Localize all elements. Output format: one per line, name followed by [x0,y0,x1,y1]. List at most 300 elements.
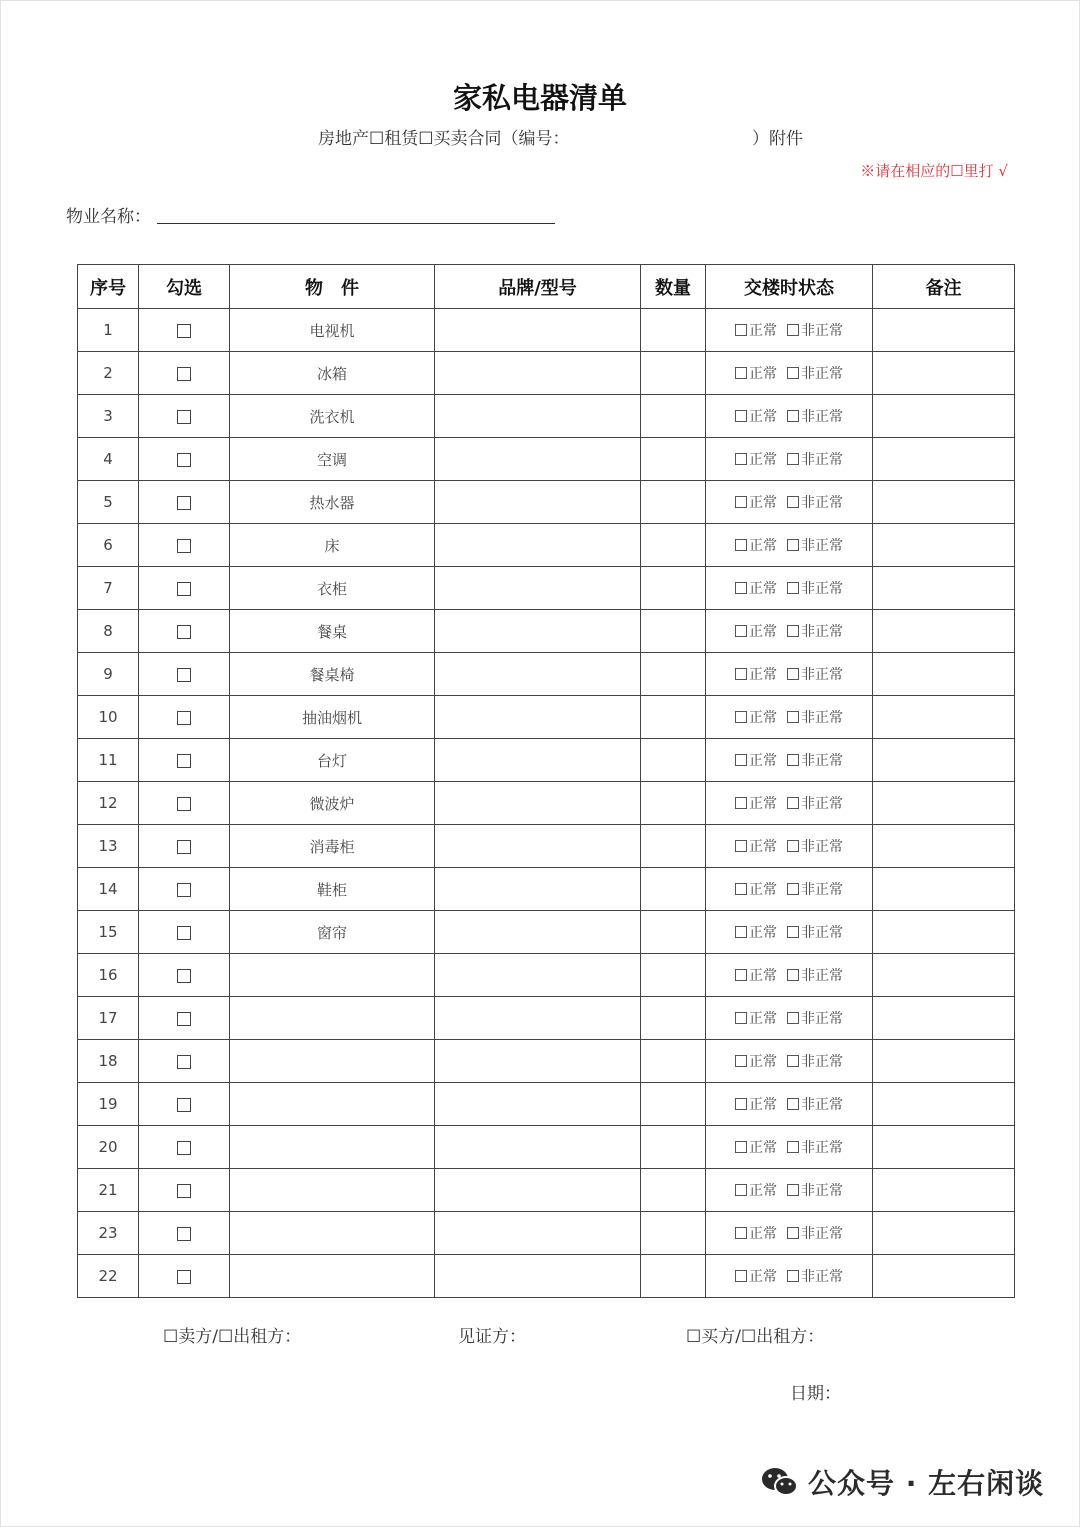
status-cell [706,1169,873,1212]
status-normal-checkbox[interactable] [735,668,747,680]
quantity-cell[interactable] [641,567,706,610]
row-checkbox[interactable] [177,883,191,897]
row-select-cell [139,481,230,524]
row-select-cell [139,610,230,653]
status-normal-checkbox[interactable] [735,453,747,465]
row-select-cell [139,567,230,610]
status-abnormal-checkbox[interactable] [787,1012,799,1024]
watermark-text: 公众号 · 左右闲谈 [808,1467,1045,1500]
header-brand-model: 品牌/型号 [435,265,641,309]
row-checkbox[interactable] [177,969,191,983]
brand-model-cell[interactable] [435,1212,641,1255]
header-no: 序号 [78,265,139,309]
status-cell [706,825,873,868]
header-handover-status: 交楼时状态 [706,265,873,309]
status-normal-label: 正常 [749,667,777,683]
quantity-cell[interactable] [641,653,706,696]
status-cell [706,567,873,610]
status-abnormal-checkbox[interactable] [787,367,799,379]
brand-model-cell[interactable] [435,739,641,782]
status-normal-checkbox[interactable] [735,1141,747,1153]
status-cell [706,1040,873,1083]
table-row [78,911,1015,954]
item-name: 衣柜 [230,567,435,610]
row-select-cell [139,1126,230,1169]
remarks-cell[interactable] [873,1083,1015,1126]
buyer-signature-label: ☐买方/☐出租方： [686,1327,825,1347]
status-abnormal-checkbox[interactable] [787,1141,799,1153]
status-normal-checkbox[interactable] [735,711,747,723]
row-number: 13 [78,825,139,868]
remarks-cell[interactable] [873,567,1015,610]
status-abnormal-checkbox[interactable] [787,1227,799,1239]
row-checkbox[interactable] [177,324,191,338]
table-row [78,782,1015,825]
status-normal-checkbox[interactable] [735,539,747,551]
status-normal-label: 正常 [749,968,777,984]
item-name [230,997,435,1040]
row-number: 1 [78,309,139,352]
date-label: 日期： [790,1384,841,1404]
remarks-cell[interactable] [873,954,1015,997]
row-select-cell [139,1212,230,1255]
status-abnormal-checkbox[interactable] [787,539,799,551]
quantity-cell[interactable] [641,352,706,395]
remarks-cell[interactable] [873,481,1015,524]
remarks-cell[interactable] [873,1169,1015,1212]
row-checkbox[interactable] [177,496,191,510]
row-checkbox[interactable] [177,582,191,596]
item-name: 微波炉 [230,782,435,825]
header-quantity: 数量 [641,265,706,309]
row-select-cell [139,395,230,438]
item-name: 窗帘 [230,911,435,954]
status-normal-label: 正常 [749,409,777,425]
row-checkbox[interactable] [177,1227,191,1241]
table-row [78,567,1015,610]
status-abnormal-checkbox[interactable] [787,754,799,766]
quantity-cell[interactable] [641,438,706,481]
row-number: 16 [78,954,139,997]
status-cell [706,309,873,352]
quantity-cell[interactable] [641,524,706,567]
table-row [78,352,1015,395]
quantity-cell[interactable] [641,309,706,352]
remarks-cell[interactable] [873,868,1015,911]
status-abnormal-checkbox[interactable] [787,883,799,895]
row-checkbox[interactable] [177,1055,191,1069]
status-abnormal-label: 非正常 [801,581,843,597]
status-abnormal-checkbox[interactable] [787,969,799,981]
brand-model-cell[interactable] [435,696,641,739]
brand-model-cell[interactable] [435,1040,641,1083]
row-select-cell [139,782,230,825]
item-name: 洗衣机 [230,395,435,438]
status-normal-checkbox[interactable] [735,797,747,809]
status-normal-checkbox[interactable] [735,625,747,637]
remarks-cell[interactable] [873,1040,1015,1083]
item-name: 床 [230,524,435,567]
remarks-cell[interactable] [873,524,1015,567]
status-cell [706,868,873,911]
brand-model-cell[interactable] [435,567,641,610]
row-select-cell [139,739,230,782]
table-row [78,868,1015,911]
status-normal-checkbox[interactable] [735,367,747,379]
quantity-cell[interactable] [641,1126,706,1169]
row-number: 20 [78,1126,139,1169]
status-cell [706,739,873,782]
brand-model-cell[interactable] [435,782,641,825]
status-normal-checkbox[interactable] [735,1227,747,1239]
status-normal-checkbox[interactable] [735,1098,747,1110]
row-number: 15 [78,911,139,954]
status-abnormal-checkbox[interactable] [787,668,799,680]
quantity-cell[interactable] [641,395,706,438]
status-abnormal-label: 非正常 [801,452,843,468]
status-cell [706,1212,873,1255]
row-number: 7 [78,567,139,610]
status-cell [706,782,873,825]
remarks-cell[interactable] [873,309,1015,352]
quantity-cell[interactable] [641,696,706,739]
status-abnormal-checkbox[interactable] [787,453,799,465]
status-cell [706,911,873,954]
status-abnormal-checkbox[interactable] [787,496,799,508]
status-normal-checkbox[interactable] [735,1270,747,1282]
quantity-cell[interactable] [641,954,706,997]
status-normal-checkbox[interactable] [735,840,747,852]
status-normal-checkbox[interactable] [735,754,747,766]
document-title: 家私电器清单 [452,81,627,115]
row-checkbox[interactable] [177,1141,191,1155]
remarks-cell[interactable] [873,997,1015,1040]
header-check: 勾选 [139,265,230,309]
row-checkbox[interactable] [177,453,191,467]
remarks-cell[interactable] [873,696,1015,739]
brand-model-cell[interactable] [435,868,641,911]
status-abnormal-checkbox[interactable] [787,1098,799,1110]
row-checkbox[interactable] [177,1270,191,1284]
quantity-cell[interactable] [641,481,706,524]
status-normal-checkbox[interactable] [735,582,747,594]
row-select-cell [139,309,230,352]
row-select-cell [139,1083,230,1126]
header-item: 物 件 [230,265,435,309]
row-select-cell [139,911,230,954]
item-name [230,1212,435,1255]
status-cell [706,997,873,1040]
quantity-cell[interactable] [641,1212,706,1255]
status-abnormal-label: 非正常 [801,882,843,898]
table-row [78,1255,1015,1298]
status-abnormal-label: 非正常 [801,409,843,425]
status-cell [706,954,873,997]
brand-model-cell[interactable] [435,1255,641,1298]
row-checkbox[interactable] [177,797,191,811]
brand-model-cell[interactable] [435,1126,641,1169]
row-checkbox[interactable] [177,711,191,725]
status-normal-label: 正常 [749,1226,777,1242]
table-row [78,481,1015,524]
item-name: 热水器 [230,481,435,524]
item-name: 鞋柜 [230,868,435,911]
status-normal-label: 正常 [749,753,777,769]
property-name-label: 物业名称： [66,207,151,227]
status-abnormal-label: 非正常 [801,1226,843,1242]
status-abnormal-label: 非正常 [801,323,843,339]
wechat-icon [760,1466,800,1498]
item-name [230,1083,435,1126]
status-cell [706,481,873,524]
table-row [78,653,1015,696]
status-abnormal-checkbox[interactable] [787,1055,799,1067]
brand-model-cell[interactable] [435,395,641,438]
brand-model-cell[interactable] [435,352,641,395]
quantity-cell[interactable] [641,610,706,653]
table-row [78,696,1015,739]
table-row [78,438,1015,481]
status-normal-label: 正常 [749,710,777,726]
status-normal-label: 正常 [749,839,777,855]
status-normal-label: 正常 [749,1269,777,1285]
witness-signature-label: 见证方： [458,1327,526,1347]
item-name: 餐桌椅 [230,653,435,696]
row-select-cell [139,1169,230,1212]
item-name: 消毒柜 [230,825,435,868]
quantity-cell[interactable] [641,997,706,1040]
brand-model-cell[interactable] [435,481,641,524]
row-checkbox[interactable] [177,1098,191,1112]
row-number: 11 [78,739,139,782]
status-cell [706,610,873,653]
status-abnormal-checkbox[interactable] [787,1270,799,1282]
item-name: 抽油烟机 [230,696,435,739]
quantity-cell[interactable] [641,825,706,868]
row-select-cell [139,954,230,997]
watermark [760,1462,1044,1502]
item-name [230,1169,435,1212]
status-abnormal-label: 非正常 [801,1054,843,1070]
property-name-field[interactable] [157,223,555,224]
row-checkbox[interactable] [177,367,191,381]
row-number: 17 [78,997,139,1040]
status-normal-checkbox[interactable] [735,1184,747,1196]
row-select-cell [139,997,230,1040]
status-normal-checkbox[interactable] [735,324,747,336]
quantity-cell[interactable] [641,1083,706,1126]
table-row [78,739,1015,782]
remarks-cell[interactable] [873,1126,1015,1169]
status-normal-label: 正常 [749,366,777,382]
status-cell [706,524,873,567]
status-cell [706,1126,873,1169]
row-number: 21 [78,1169,139,1212]
status-abnormal-label: 非正常 [801,753,843,769]
status-cell [706,696,873,739]
status-normal-label: 正常 [749,624,777,640]
status-abnormal-label: 非正常 [801,624,843,640]
row-checkbox[interactable] [177,926,191,940]
status-abnormal-checkbox[interactable] [787,840,799,852]
status-normal-label: 正常 [749,538,777,554]
status-normal-label: 正常 [749,1140,777,1156]
status-normal-label: 正常 [749,1011,777,1027]
status-abnormal-label: 非正常 [801,1183,843,1199]
item-name: 冰箱 [230,352,435,395]
row-number: 12 [78,782,139,825]
status-abnormal-checkbox[interactable] [787,324,799,336]
row-select-cell [139,825,230,868]
table-row [78,1040,1015,1083]
brand-model-cell[interactable] [435,610,641,653]
status-abnormal-label: 非正常 [801,839,843,855]
remarks-cell[interactable] [873,825,1015,868]
brand-model-cell[interactable] [435,911,641,954]
status-abnormal-label: 非正常 [801,538,843,554]
brand-model-cell[interactable] [435,653,641,696]
status-cell [706,1255,873,1298]
status-abnormal-label: 非正常 [801,1097,843,1113]
remarks-cell[interactable] [873,1255,1015,1298]
row-number: 19 [78,1083,139,1126]
brand-model-cell[interactable] [435,997,641,1040]
quantity-cell[interactable] [641,739,706,782]
status-normal-label: 正常 [749,323,777,339]
row-number: 5 [78,481,139,524]
brand-model-cell[interactable] [435,438,641,481]
status-cell [706,395,873,438]
brand-model-cell[interactable] [435,309,641,352]
status-abnormal-checkbox[interactable] [787,711,799,723]
status-cell [706,1083,873,1126]
row-select-cell [139,1255,230,1298]
status-abnormal-checkbox[interactable] [787,926,799,938]
status-normal-checkbox[interactable] [735,969,747,981]
remarks-cell[interactable] [873,739,1015,782]
status-normal-checkbox[interactable] [735,1055,747,1067]
status-normal-label: 正常 [749,495,777,511]
status-cell [706,438,873,481]
status-abnormal-checkbox[interactable] [787,797,799,809]
status-cell [706,352,873,395]
row-select-cell [139,438,230,481]
status-normal-label: 正常 [749,452,777,468]
seller-signature-label: ☐卖方/☐出租方： [163,1327,302,1347]
status-abnormal-label: 非正常 [801,710,843,726]
brand-model-cell[interactable] [435,1169,641,1212]
table-row [78,825,1015,868]
table-row [78,954,1015,997]
item-name [230,1255,435,1298]
table-row [78,997,1015,1040]
remarks-cell[interactable] [873,395,1015,438]
brand-model-cell[interactable] [435,825,641,868]
row-number: 18 [78,1040,139,1083]
item-name [230,954,435,997]
status-abnormal-checkbox[interactable] [787,625,799,637]
row-checkbox[interactable] [177,1184,191,1198]
row-number: 8 [78,610,139,653]
row-number: 22 [78,1255,139,1298]
table-row [78,1169,1015,1212]
status-normal-label: 正常 [749,1183,777,1199]
status-normal-checkbox[interactable] [735,496,747,508]
status-normal-label: 正常 [749,882,777,898]
status-abnormal-label: 非正常 [801,667,843,683]
remarks-cell[interactable] [873,438,1015,481]
instruction-note: ※请在相应的☐里打 √ [860,162,1008,180]
brand-model-cell[interactable] [435,954,641,997]
table-header-row [78,265,1015,309]
status-abnormal-checkbox[interactable] [787,410,799,422]
remarks-cell[interactable] [873,352,1015,395]
status-abnormal-checkbox[interactable] [787,582,799,594]
quantity-cell[interactable] [641,1169,706,1212]
row-select-cell [139,653,230,696]
row-checkbox[interactable] [177,840,191,854]
row-select-cell [139,868,230,911]
row-select-cell [139,696,230,739]
brand-model-cell[interactable] [435,524,641,567]
table-row [78,524,1015,567]
remarks-cell[interactable] [873,610,1015,653]
quantity-cell[interactable] [641,782,706,825]
row-select-cell [139,352,230,395]
quantity-cell[interactable] [641,1255,706,1298]
status-normal-checkbox[interactable] [735,410,747,422]
row-checkbox[interactable] [177,539,191,553]
row-checkbox[interactable] [177,1012,191,1026]
inventory-table [77,264,1015,1298]
status-normal-checkbox[interactable] [735,926,747,938]
row-number: 6 [78,524,139,567]
status-abnormal-label: 非正常 [801,1269,843,1285]
status-abnormal-checkbox[interactable] [787,1184,799,1196]
row-number: 2 [78,352,139,395]
item-name: 空调 [230,438,435,481]
row-number: 14 [78,868,139,911]
row-select-cell [139,524,230,567]
status-abnormal-label: 非正常 [801,968,843,984]
quantity-cell[interactable] [641,868,706,911]
row-checkbox[interactable] [177,410,191,424]
quantity-cell[interactable] [641,1040,706,1083]
status-cell [706,653,873,696]
table-row [78,610,1015,653]
row-checkbox[interactable] [177,754,191,768]
remarks-cell[interactable] [873,653,1015,696]
status-normal-label: 正常 [749,1054,777,1070]
item-name: 电视机 [230,309,435,352]
table-row [78,1083,1015,1126]
remarks-cell[interactable] [873,1212,1015,1255]
status-abnormal-label: 非正常 [801,796,843,812]
row-checkbox[interactable] [177,668,191,682]
table-row [78,309,1015,352]
item-name [230,1126,435,1169]
remarks-cell[interactable] [873,911,1015,954]
status-normal-checkbox[interactable] [735,883,747,895]
brand-model-cell[interactable] [435,1083,641,1126]
remarks-cell[interactable] [873,782,1015,825]
status-normal-checkbox[interactable] [735,1012,747,1024]
status-abnormal-label: 非正常 [801,925,843,941]
row-checkbox[interactable] [177,625,191,639]
status-normal-label: 正常 [749,1097,777,1113]
quantity-cell[interactable] [641,911,706,954]
header-remarks: 备注 [873,265,1015,309]
